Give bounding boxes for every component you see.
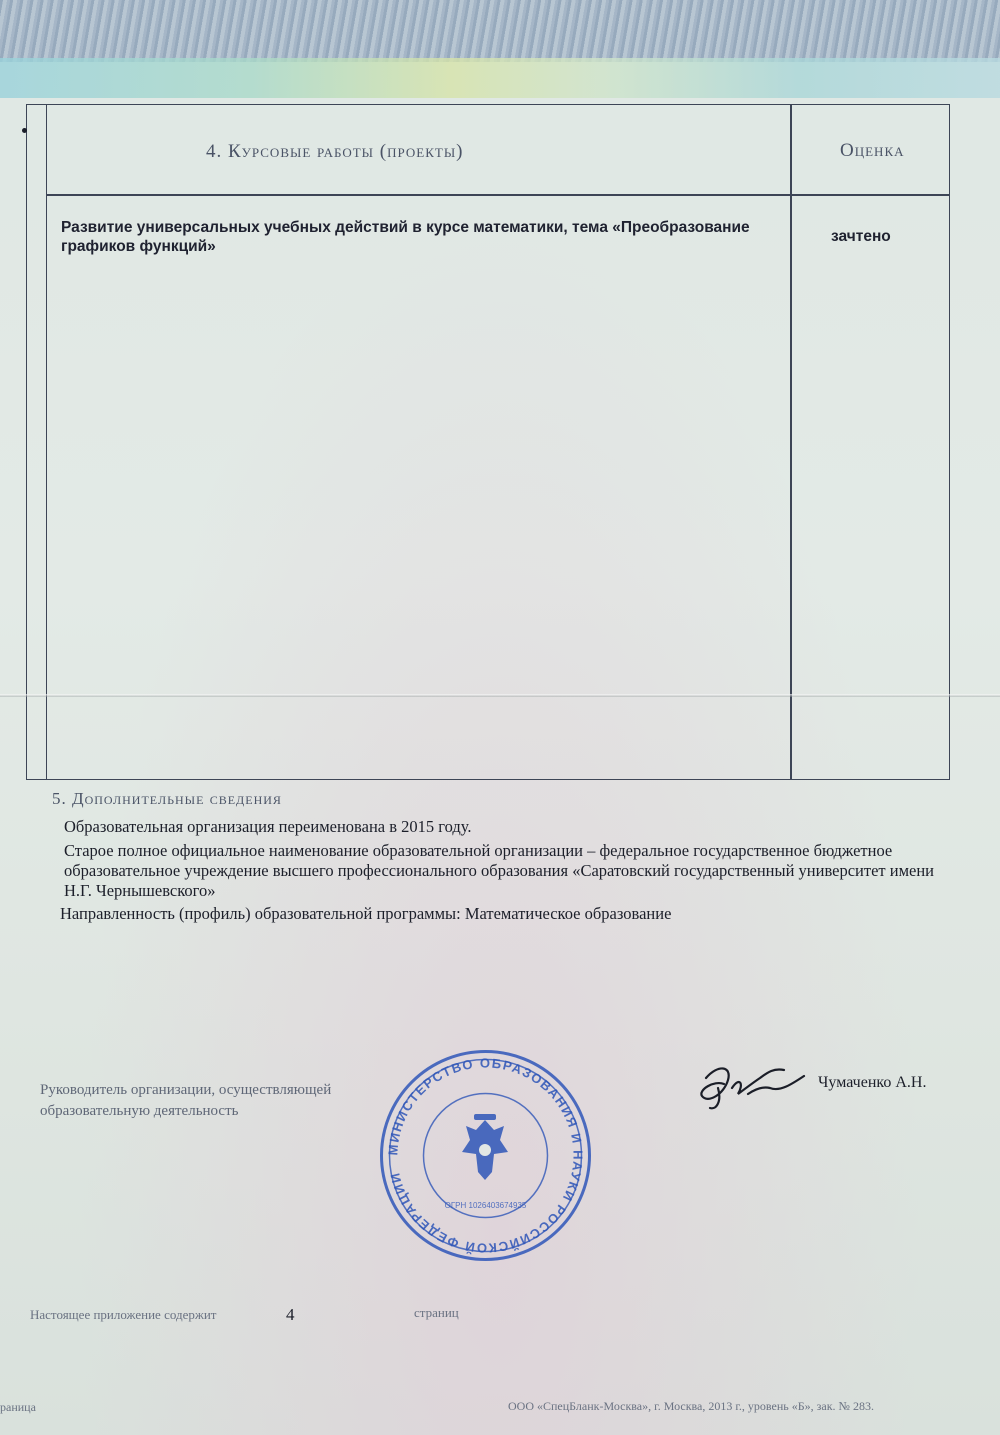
additional-info-header: 5. Дополнительные сведения xyxy=(52,789,282,808)
security-pattern-band xyxy=(0,0,1000,62)
official-seal xyxy=(378,1048,593,1263)
table-inner-border xyxy=(46,104,47,780)
additional-info-line: Образовательная организация переименована в 2015 году. xyxy=(64,817,472,836)
table-header-divider xyxy=(46,194,950,196)
printer-imprint: ООО «СпецБланк-Москва», г. Москва, 2013 г., уровень «Б», зак. № 283. xyxy=(508,1399,874,1413)
pages-count-value: 4 xyxy=(286,1305,295,1324)
paper-fold xyxy=(0,694,1000,697)
coursework-title: Развитие универсальных учебных действий в курсе математики, тема «Преобразование графиков функций» xyxy=(61,219,750,255)
additional-info-line: Старое полное официальное наименование образовательной организации – федеральное государственное бюджетное образовательное учреждение высшего профессионального образования «Саратовский государственный университет имени Н.Г. Чернышевского» xyxy=(64,841,935,900)
pages-word: страниц xyxy=(414,1305,459,1320)
grade-header: Оценка xyxy=(840,140,905,161)
coursework-grade: зачтено xyxy=(831,228,891,245)
svg-text:ОГРН 1026403674935: ОГРН 1026403674935 xyxy=(444,1201,527,1210)
handwritten-signature xyxy=(688,1058,808,1114)
page-edge-text: раница xyxy=(0,1400,36,1414)
bullet-mark xyxy=(22,128,27,133)
coursework-table xyxy=(26,104,950,780)
additional-info-line: Направленность (профиль) образовательной программы: Математическое образование xyxy=(60,904,672,923)
rainbow-print-band xyxy=(0,58,1000,98)
pages-count-label: Настоящее приложение содержит xyxy=(30,1307,217,1322)
coursework-header: 4. Курсовые работы (проекты) xyxy=(206,141,464,162)
grade-column-divider xyxy=(790,104,792,780)
signatory-name: Чумаченко А.Н. xyxy=(818,1074,927,1091)
svg-text:МИНИСТЕРСТВО ОБРАЗОВАНИЯ И НАУ: МИНИСТЕРСТВО ОБРАЗОВАНИЯ И НАУКИ РОССИЙСКОЙ ФЕДЕРАЦИИ xyxy=(385,1055,586,1256)
signatory-role: Руководитель организации, осуществляющей образовательную деятельность xyxy=(40,1082,332,1119)
